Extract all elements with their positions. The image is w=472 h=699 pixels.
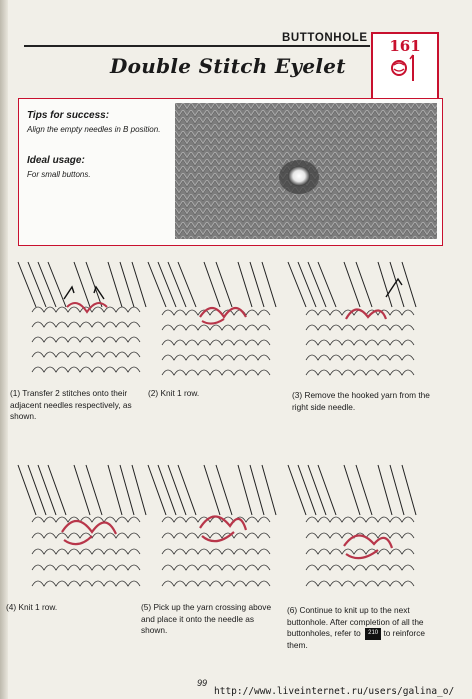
technique-number: 161	[389, 37, 421, 55]
step-5-number: (5)	[141, 602, 152, 612]
step-3-diagram	[282, 257, 432, 382]
step-4-diagram	[12, 460, 152, 595]
step-4-number: (4)	[6, 602, 17, 612]
tips-title: Tips for success:	[27, 110, 110, 121]
step-5-text: Pick up the yarn crossing above and place it onto the needle as shown.	[141, 602, 272, 635]
ideal-usage-text: For small buttons.	[27, 170, 91, 179]
step-3-number: (3)	[292, 390, 303, 400]
step-2-caption	[148, 388, 278, 400]
step-1-diagram	[12, 257, 152, 382]
title-rule	[24, 45, 370, 47]
technique-badge	[371, 32, 439, 100]
step-6-number: (6)	[287, 605, 298, 615]
page-title: Double Stitch Eyelet	[110, 54, 346, 78]
step-6-text: Continue to knit up to the next buttonhole.	[287, 605, 410, 627]
step-1-caption	[10, 388, 140, 423]
step-6-diagram	[282, 460, 432, 595]
source-url[interactable]: http://www.liveinternet.ru/users/galina_o/	[214, 686, 455, 697]
step-2-number: (2)	[148, 388, 159, 398]
tips-text: Align the empty needles in B position.	[27, 125, 161, 134]
yarn-ball-icon	[389, 53, 421, 83]
step-6-text-2: After completion of all the buttonholes, refer to	[287, 616, 424, 638]
step-1-text: Transfer 2 stitches onto their adjacent needles respectively, as shown.	[10, 388, 132, 421]
step-3-text: Remove the hooked yarn from the right side needle.	[292, 390, 430, 412]
step-4-text: Knit 1 row.	[18, 602, 58, 612]
step-1-number: (1)	[10, 388, 21, 398]
section-label: BUTTONHOLE	[282, 32, 368, 44]
step-4-caption	[6, 602, 136, 614]
ideal-usage-title: Ideal usage:	[27, 155, 85, 166]
knit-eyelet-photo	[175, 103, 437, 239]
technique-reference-badge: 210	[365, 628, 381, 640]
step-6-caption	[287, 605, 427, 651]
step-6-text-3: to reinforce them.	[287, 628, 425, 650]
step-2-diagram	[142, 257, 282, 382]
page-number: 99	[197, 678, 208, 688]
step-5-caption	[141, 602, 273, 637]
step-5-diagram	[142, 460, 282, 595]
info-box	[18, 98, 443, 246]
page-binding-shadow	[0, 0, 8, 699]
step-2-text: Knit 1 row.	[160, 388, 200, 398]
step-3-caption	[292, 390, 432, 413]
